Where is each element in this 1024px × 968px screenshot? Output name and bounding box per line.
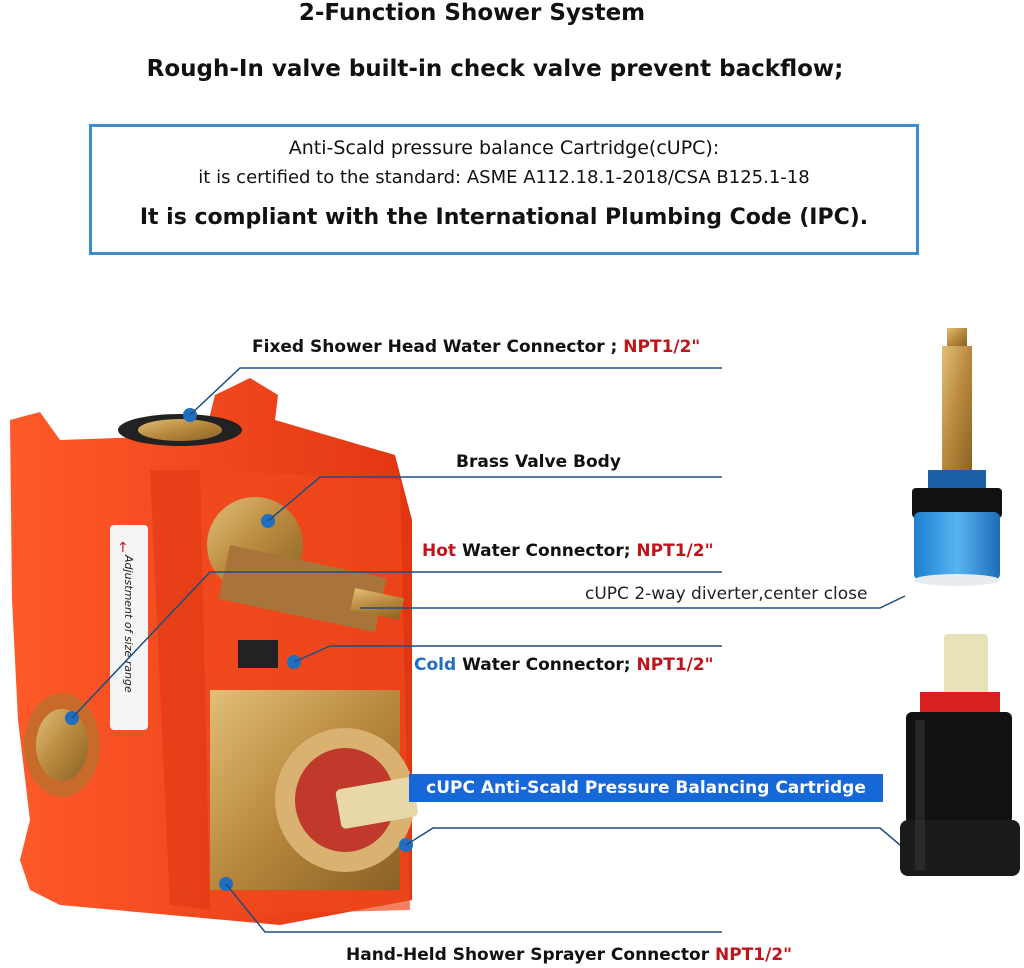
hot-spec: NPT1/2"	[636, 541, 714, 561]
fixed-shower-head-text: Fixed Shower Head Water Connector ;	[252, 337, 624, 357]
hand-held-text: Hand-Held Shower Sprayer Connector	[346, 945, 715, 965]
page-title: 2-Function Shower System	[298, 0, 646, 26]
hand-held-connector-label	[346, 945, 792, 965]
hand-held-spec: NPT1/2"	[715, 945, 793, 965]
valve-box	[10, 378, 419, 925]
pressure-balancing-cartridge	[900, 634, 1020, 876]
cert-line-2: it is certified to the standard: ASME A112.18.1-2018/CSA B125.1-18	[198, 167, 810, 188]
size-range-sticker: Adjustment of size range	[122, 555, 135, 693]
cert-line-3: It is compliant with the International Plumbing Code (IPC).	[139, 205, 869, 230]
cold-text: Water Connector;	[456, 655, 637, 675]
cold-spec: NPT1/2"	[636, 655, 714, 675]
fixed-shower-head-label	[252, 337, 700, 357]
cold-water-connector-label	[414, 655, 714, 675]
hot-water-connector-label	[422, 541, 713, 561]
sticker-arrow-icon: ↑	[117, 540, 129, 556]
cert-line-1: Anti-Scald pressure balance Cartridge(cUPC):	[288, 137, 720, 159]
brass-valve-body-label: Brass Valve Body	[456, 452, 621, 472]
hot-prefix: Hot	[422, 541, 457, 561]
cold-prefix: Cold	[414, 655, 457, 675]
fixed-shower-head-spec: NPT1/2"	[623, 337, 701, 357]
hot-text: Water Connector;	[456, 541, 637, 561]
cartridge-label: cUPC Anti-Scald Pressure Balancing Cartridge	[409, 774, 883, 802]
diverter-label: cUPC 2-way diverter,center close	[585, 584, 868, 604]
page-subtitle: Rough-In valve built-in check valve prevent backflow;	[146, 56, 844, 82]
diverter-cartridge	[912, 328, 1002, 586]
